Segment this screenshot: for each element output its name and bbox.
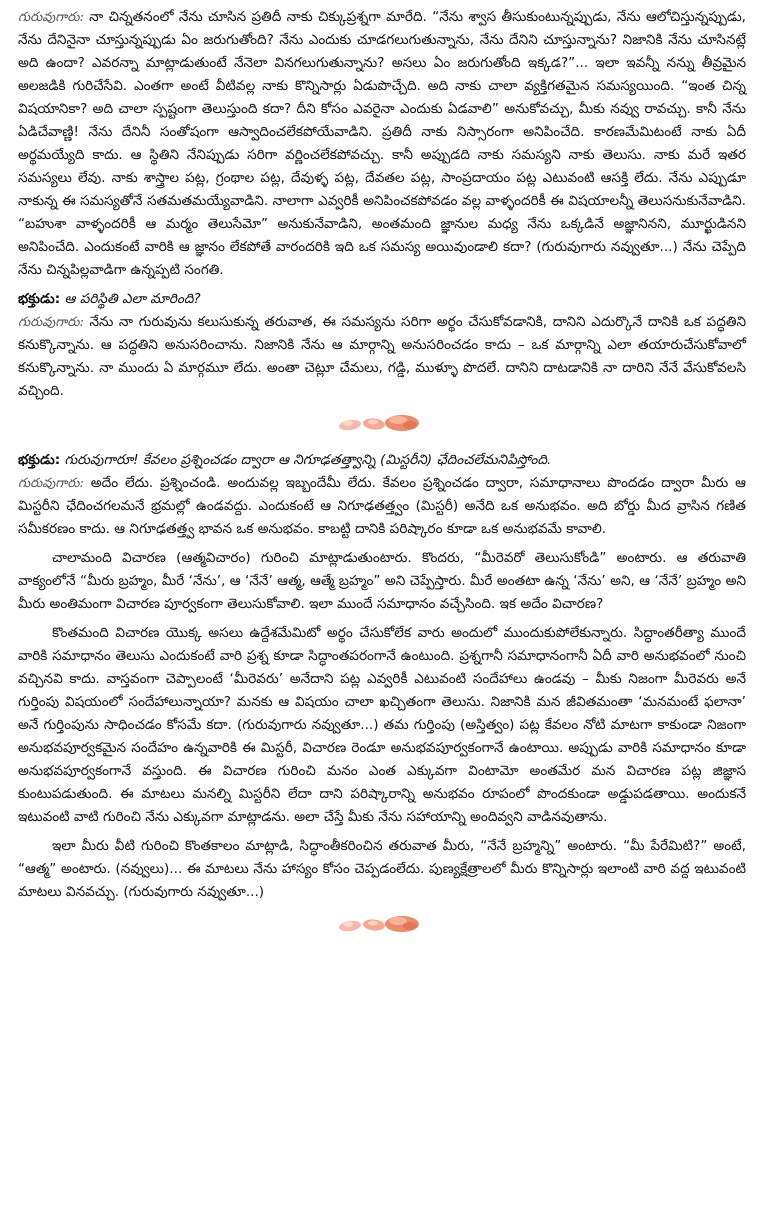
article-body bbox=[18, 6, 746, 942]
flower-divider bbox=[18, 904, 746, 942]
paragraph-text: నేను నా గురువును కలుసుకున్న తరువాత, ఈ సమస్యను సరిగా అర్థం చేసుకోవడానికి, దానిని ఎదుర్కొనే దానికి ఒక పద్ధతిని కనుక్కొన్నాను. ఆ పద్ధతిని అనుసరించాను. నిజానికి నేను ఆ మార్గాన్ని అనుసరించడం కాదు – ఒక మార్గాన్ని ఎలా తయారుచేసుకోవాలో కనుక్కొన్నాను. నా ముందు ఏ మార్గమూ లేదు. అంతా చెట్లూ చేమలు, గడ్డి, ముళ్ళూ పొదలే. దానిని దాటడానికి నా దారిని నేనే వేసుకోవలసి వచ్చింది. bbox=[18, 314, 746, 399]
question-text: ఆ పరిస్థితి ఎలా మారింది? bbox=[60, 291, 201, 307]
flower-divider bbox=[18, 403, 746, 441]
speaker-label-guru: గురువుగారు: bbox=[18, 10, 84, 25]
paragraph-text: అదేం లేదు. ప్రశ్నించండి. అందువల్ల ఇబ్బందేమీ లేదు. కేవలం ప్రశ్నించడం ద్వారా, సమాధానాలు పొందడం ద్వారా మీరు ఆ మిస్టరీని ఛేదించగలమనే భ్రమల్లో ఉండవద్దు. ఎందుకంటే ఆ నిగూఢతత్త్వం (మిస్టరీ) అనేది ఒక అనుభవం. అది బోర్డు మీద వ్రాసిన గణిత సమీకరణం కాదు. ఆ నిగూఢతత్త్వ భావన ఒక అనుభవం. కాబట్టి దానికి పరిష్కారం కూడా ఒక అనుభవమే కావాలి. bbox=[18, 475, 746, 537]
speaker-label-guru: గురువుగారు: bbox=[18, 315, 84, 330]
paragraph-5: కొంతమంది విచారణ యొక్క అసలు ఉద్దేశమేమిటో అర్థం చేసుకోలేక వారు అందులో ముందుకుపోలేకున్నారు. సిద్ధాంతరీత్యా ముందే వారికి సమాధానం తెలుసు ఎందుకంటే వారి ప్రశ్న కూడా సిద్ధాంతపరంగానే ఉంటుంది. ప్రశ్నగానీ సమాధానంగానీ ఏదీ వారి అనుభవంలో నుంచి వచ్చినవి కాదు. వాస్తవంగా చెప్పాలంటే ‘మీరెవరు’ అనేదాని పట్ల ఎవ్వరికీ ఎటువంటి సందేహాలు ఉండవు – మీకు నిజంగా మీరెవరు అనే గుర్తింపు విషయంలో సందేహాలున్నాయా? మనకు ఆ విషయం చాలా ఖచ్చితంగా తెలుసు. నిజానికి మన జీవితమంతా ‘మనమంటే ఫలానా’ అనే గుర్తింపును సాధించడం కోసమే కదా. (గురువుగారు నవ్వుతూ...) తమ గుర్తింపు (అస్తిత్వం) పట్ల కేవలం నోటి మాటగా కాకుండా నిజంగా అనుభవపూర్వకమైన సందేహం ఉన్నవారికి ఈ మిస్టరీ, విచారణ రెండూ అనుభవపూర్వకంగానే ఉంటాయి. అప్పుడు వారికి సమాధానం కూడా అనుభవపూర్వకంగానే వస్తుంది. ఈ విచారణ గురించి మనం ఎంత ఎక్కువగా వింటామో అంతమేర మన విచారణ పట్ల జిజ్ఞాస కుంటుపడుతుంది. ఈ మాటలు మనల్ని మిస్టరీని లేదా దాని పరిష్కారాన్ని అనుభవం రూపంలో పొందకుండా అడ్డుపడతాయి. అందుకనే ఇటువంటి వాటి గురించి నేను ఎక్కువగా మాట్లాడను. అలా చేస్తే మీకు నేను సహాయాన్ని అందివ్వని వాడినవుతాను. bbox=[18, 625, 746, 825]
paragraph-text: నా చిన్నతనంలో నేను చూసిన ప్రతిదీ నాకు చిక్కుప్రశ్నగా మారేది. “నేను శ్వాస తీసుకుంటున్నప్పుడు, నేను ఆలోచిస్తున్నప్పుడు, నేను దేనినైనా చూస్తున్నప్పుడు ఏం జరుగుతోంది? నేను ఎందుకు చూడగలుగుతున్నాను, నేను దేనిని చూస్తున్నాను? నిజానికి నేను చూసినట్లే అది ఉందా? ఎవరన్నా మాట్లాడుతుంటే నేనెలా వినగలుగుతున్నాను? అసలు ఏం జరుగుతోంది ఇక్కడ?”... ఇలా ఇవన్నీ నన్ను తీవ్రమైన అలజడికి గురిచేసేవి. ఎంతగా అంటే వీటివల్ల నాకు కొన్నిసార్లు ఏడుపొచ్చేది. అది నాకు చాలా వ్యక్తిగతమైన సమస్యయింది. “ఇంత చిన్న విషయానికా? అది చాలా స్పష్టంగా తెలుస్తుంది కదా? దీని కోసం ఎవరైనా ఎందుకు ఏడవాలి” అనుకోవచ్చు, మీకు నవ్వు రావచ్చు. కానీ నేను ఏడిచేవాణ్ణి! నేను దేనినీ సంతోషంగా ఆస్వాదించలేకపోయేవాడిని. ప్రతిదీ నాకు నిస్సారంగా అనిపించేది. కారణమేమిటంటే నాకు ఏదీ అర్థమయ్యేది కాదు. ఆ స్థితిని నేనిప్పుడు సరిగా వర్ణించలేకపోవచ్చు. కానీ అప్పుడది నాకు సమస్యని నాకు తెలుసు. నాకు మరే ఇతర సమస్యలు లేవు. నాకు శాస్త్రాల పట్ల, గ్రంథాల పట్ల, దేవుళ్ళ పట్ల, దేవతల పట్ల, సాంప్రదాయం పట్ల ఎటువంటి ఆసక్తి లేదు. నేను ఎప్పుడూ నాకున్న ఈ సమస్యతోనే సతమతమయ్యేవాడిని. నాలాగా ఎవ్వరికీ అనిపించకపోవడం వల్ల వాళ్ళందరికీ ఈ విషయాలన్నీ తెలుసనుకునేవాడిని. “బహుశా వాళ్ళందరికీ ఆ మర్మం తెలుసేమో” అనుకునేవాడిని, అంతమంది జ్ఞానుల మధ్య నేను ఒక్కడినే అజ్ఞానినని, మూర్ఖుడినని అనిపించేది. ఎందుకంటే వారికి ఆ జ్ఞానం లేకపోతే వారందరికి ఇది ఒక సమస్య అయివుండాలి కదా? (గురువుగారు నవ్వుతూ...) నేను చెప్పేది నేను చిన్నపిల్లవాడిగా ఉన్నప్పటి సంగతి. bbox=[18, 9, 746, 278]
speaker-label-devotee: భక్తుడు: bbox=[18, 452, 61, 468]
lotus-petals-icon bbox=[336, 911, 428, 935]
paragraph-4: చాలామంది విచారణ (ఆత్మవిచారం) గురించి మాట్లాడుతుంటారు. కొందరు, “మీరెవరో తెలుసుకోండి” అంటారు. ఆ తరువాతి వాక్యంలోనే “మీరు బ్రహ్మం, మీరే ‘నేను’, ఆ ‘నేనే’ ఆత్మ, ఆత్మే బ్రహ్మం” అని చెప్పేస్తారు. మీరే అంతటా ఉన్న ‘నేను’ అని, ఆ ‘నేనే’ బ్రహ్మం అని మీరు అంతిమంగా విచారణ పూర్వకంగా తెలుసుకోవాలి. ఇలా ముందే సమాధానం వచ్చేసింది. ఇక అదేం విచారణ? bbox=[18, 550, 746, 612]
paragraph-guru-2 bbox=[18, 311, 746, 403]
speaker-label-guru: గురువుగారు: bbox=[18, 476, 84, 491]
lotus-petals-icon bbox=[336, 410, 428, 434]
paragraph-guru-1 bbox=[18, 6, 746, 282]
speaker-label-devotee: భక్తుడు: bbox=[18, 291, 61, 307]
question-devotee-2 bbox=[18, 449, 746, 472]
question-devotee-1 bbox=[18, 288, 746, 311]
paragraph-6: ఇలా మీరు వీటి గురించి కొంతకాలం మాట్లాడి, సిద్ధాంతీకరించిన తరువాత మీరు, “నేనే బ్రహ్మన్ని” అంటారు. “మీ పేరేమిటి?” అంటే, “ఆత్మ” అంటారు. (నవ్వులు)... ఈ మాటలు నేను హాస్యం కోసం చెప్పడంలేదు. పుణ్యక్షేత్రాలలో మీరు కొన్నిసార్లు ఇలాంటి వారి వద్ద ఇటువంటి మాటలు వినవచ్చు. (గురువుగారు నవ్వుతూ...) bbox=[18, 838, 746, 900]
paragraph-guru-3 bbox=[18, 472, 746, 541]
question-text: గురువుగారూ! కేవలం ప్రశ్నించడం ద్వారా ఆ నిగూఢతత్త్వాన్ని (మిస్టరీని) ఛేదించలేమనిపిస్తోంది. bbox=[60, 452, 552, 468]
